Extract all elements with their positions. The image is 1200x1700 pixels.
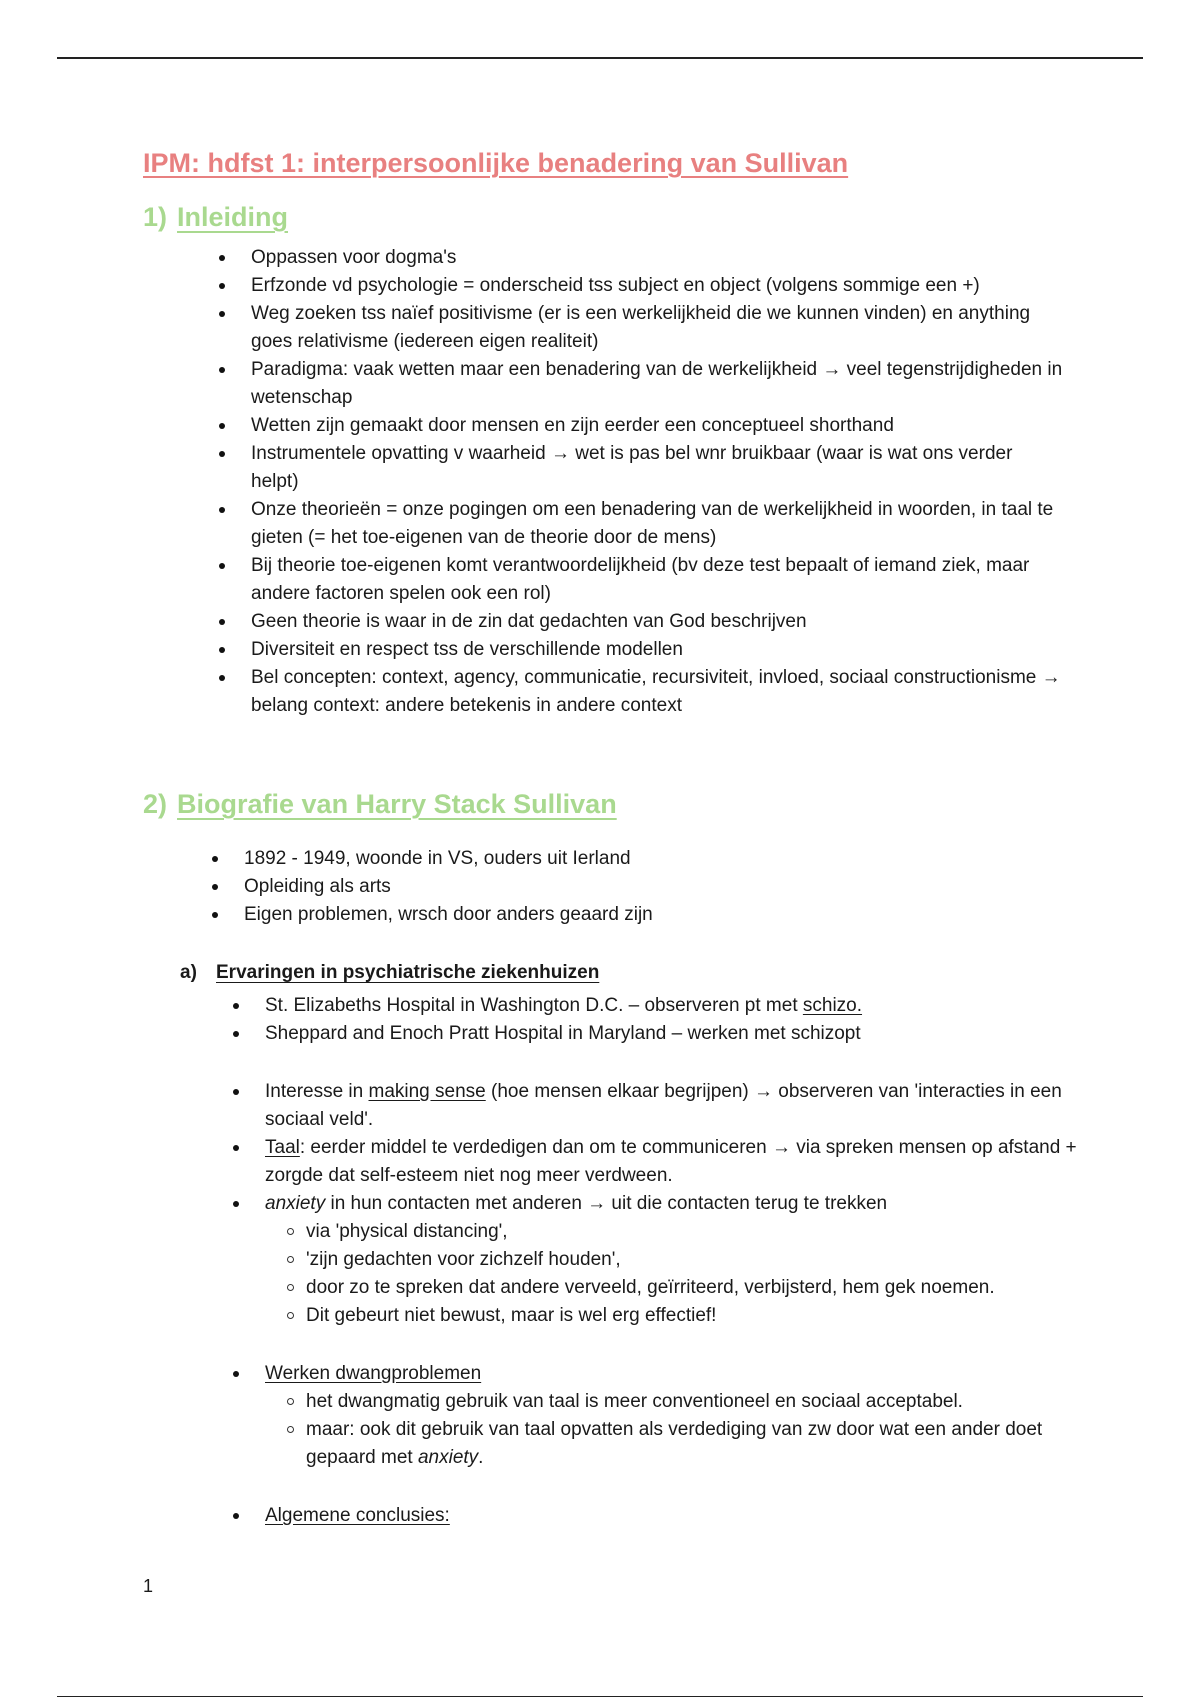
biografie-list — [208, 845, 1058, 929]
inleiding-list — [215, 244, 1065, 720]
list-item: Opleiding als arts — [208, 873, 1058, 901]
spacer — [229, 1330, 1079, 1360]
list-item: Taal: eerder middel te verdedigen dan om te communiceren → via spreken mensen op afstand + zorgde dat self-esteem niet nog meer verdween. — [229, 1134, 1079, 1190]
list-item: 1892 - 1949, woonde in VS, ouders uit Ierland — [208, 845, 1058, 873]
sub-list-item: via 'physical distancing', — [286, 1218, 1079, 1246]
sub-list-item: het dwangmatig gebruik van taal is meer conventioneel en sociaal acceptabel. — [286, 1388, 1079, 1416]
sub-list-item: door zo te spreken dat andere verveeld, geïrriteerd, verbijsterd, hem gek noemen. — [286, 1274, 1079, 1302]
list-item: Werken dwangproblemen het dwangmatig gebruik van taal is meer conventioneel en sociaal acceptabel. maar: ook dit gebruik van taal opvatten als verdediging van zw door wat een ander doet gepaard met anxiety. — [229, 1360, 1079, 1472]
list-item: Onze theorieën = onze pogingen om een benadering van de werkelijkheid in woorden, in taal te gieten (= het toe-eigenen van de theorie door de mens) — [215, 496, 1065, 552]
document-title: IPM: hdfst 1: interpersoonlijke benadering van Sullivan — [143, 148, 849, 178]
list-item: Paradigma: vaak wetten maar een benadering van de werkelijkheid → veel tegenstrijdigheden in wetenschap — [215, 356, 1065, 412]
list-item: Weg zoeken tss naïef positivisme (er is een werkelijkheid die we kunnen vinden) en anything goes relativisme (iedereen eigen realiteit) — [215, 300, 1065, 356]
section-title: Inleiding — [177, 202, 289, 232]
list-item: Sheppard and Enoch Pratt Hospital in Maryland – werken met schizopt — [229, 1020, 1079, 1048]
list-item: St. Elizabeths Hospital in Washington D.C. – observeren pt met schizo. — [229, 992, 1079, 1020]
list-item: Diversiteit en respect tss de verschillende modellen — [215, 636, 1065, 664]
section-number: 2) — [143, 789, 168, 819]
spacer — [229, 1048, 1079, 1078]
list-item: Bij theorie toe-eigenen komt verantwoordelijkheid (bv deze test bepaalt of iemand ziek, maar andere factoren spelen ook een rol) — [215, 552, 1065, 608]
sub-list-item: Dit gebeurt niet bewust, maar is wel erg effectief! — [286, 1302, 1079, 1330]
section-number: 1) — [143, 202, 168, 232]
list-item: Algemene conclusies: — [229, 1502, 1079, 1530]
section-heading-inleiding — [143, 202, 288, 233]
bottom-rule — [57, 1696, 1143, 1697]
list-item: Oppassen voor dogma's — [215, 244, 1065, 272]
page-number: 1 — [143, 1576, 154, 1596]
spacer — [229, 1472, 1079, 1502]
list-item: Interesse in making sense (hoe mensen elkaar begrijpen) → observeren van 'interacties in een sociaal veld'. — [229, 1078, 1079, 1134]
sub-list-item: maar: ook dit gebruik van taal opvatten als verdediging van zw door wat een ander doet gepaard met anxiety. — [286, 1416, 1079, 1472]
section-heading-biografie — [143, 789, 617, 820]
ervaringen-list — [229, 992, 1079, 1530]
list-item: Erfzonde vd psychologie = onderscheid tss subject en object (volgens sommige een +) — [215, 272, 1065, 300]
subsection-label: a) — [180, 962, 197, 983]
list-item: anxiety in hun contacten met anderen → uit die contacten terug te trekken via 'physical distancing', 'zijn gedachten voor zichzelf houden', door zo te spreken dat andere verveeld, geïrriteerd, verbijsterd, hem gek noemen. Dit gebeurt niet bewust, maar is wel erg effectief! — [229, 1190, 1079, 1330]
list-item: Instrumentele opvatting v waarheid → wet is pas bel wnr bruikbaar (waar is wat ons verder helpt) — [215, 440, 1065, 496]
subsection-heading — [180, 962, 599, 984]
subsection-title: Ervaringen in psychiatrische ziekenhuizen — [216, 962, 600, 983]
section-title: Biografie van Harry Stack Sullivan — [177, 789, 617, 819]
list-item: Eigen problemen, wrsch door anders geaard zijn — [208, 901, 1058, 929]
list-item: Wetten zijn gemaakt door mensen en zijn eerder een conceptueel shorthand — [215, 412, 1065, 440]
list-item: Bel concepten: context, agency, communicatie, recursiviteit, invloed, sociaal constructionisme → belang context: andere betekenis in andere context — [215, 664, 1065, 720]
sub-list-item: 'zijn gedachten voor zichzelf houden', — [286, 1246, 1079, 1274]
top-rule — [57, 57, 1143, 59]
sub-list — [265, 1388, 1079, 1472]
list-item: Geen theorie is waar in de zin dat gedachten van God beschrijven — [215, 608, 1065, 636]
sub-list — [265, 1218, 1079, 1330]
